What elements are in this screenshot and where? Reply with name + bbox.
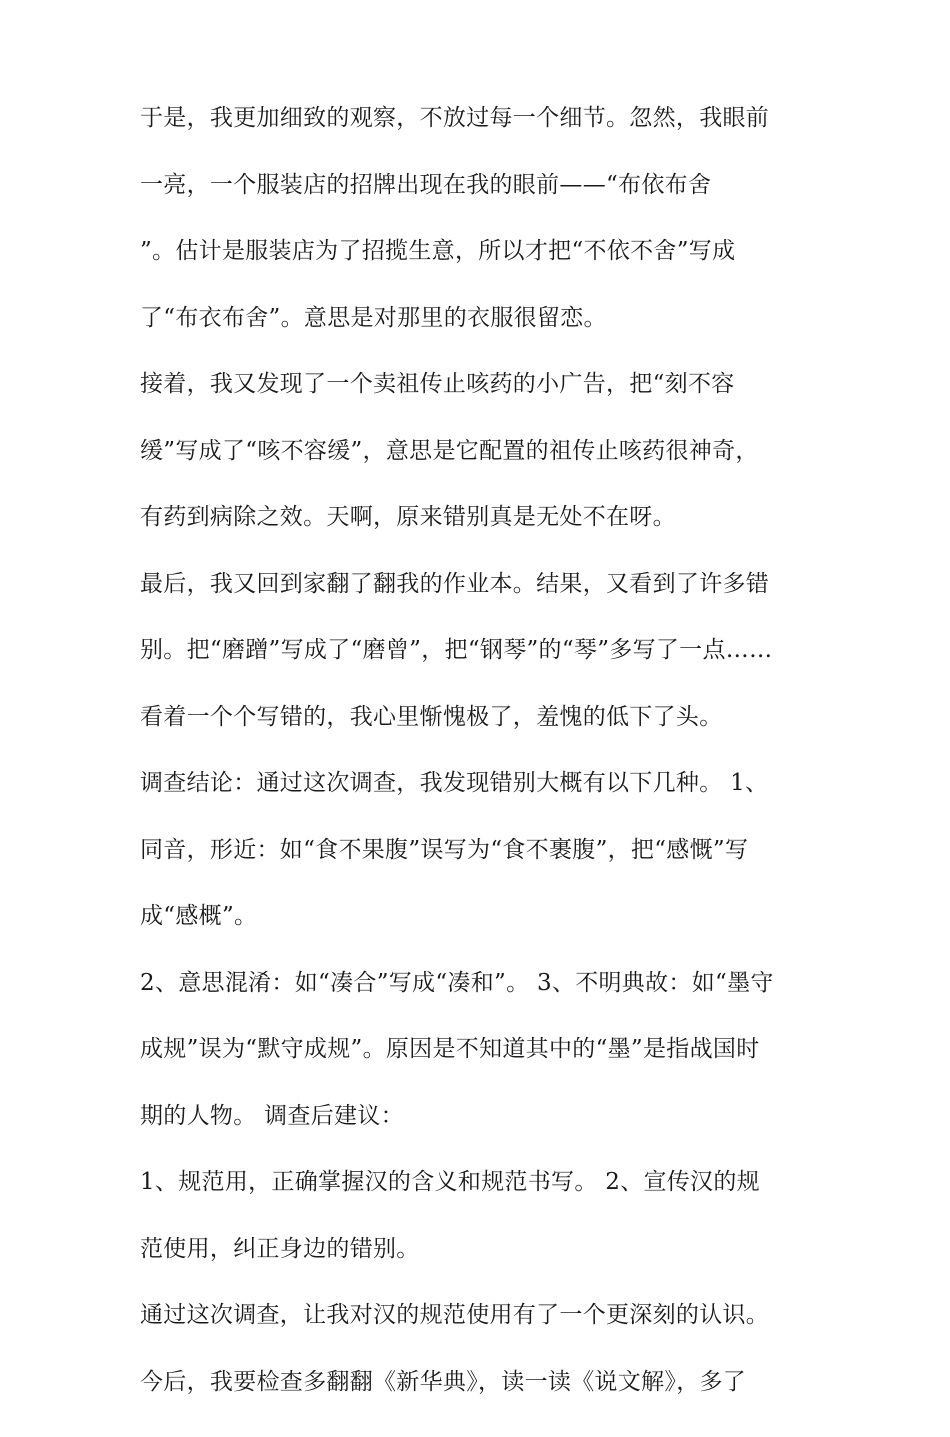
text-line: 缓”写成了“咳不容缓”，意思是它配置的祖传止咳药很神奇，: [140, 437, 759, 464]
text-line: 2、意思混淆：如“凑合”写成“凑和”。 3、不明典故：如“墨守: [140, 969, 774, 996]
text-line: 最后，我又回到家翻了翻我的作业本。结果，又看到了许多错: [140, 570, 770, 597]
text-line: 看着一个个写错的，我心里惭愧极了，羞愧的低下了头。: [140, 703, 723, 730]
text-line: 了“布衣布舍”。意思是对那里的衣服很留恋。: [140, 304, 607, 331]
text-line: 于是，我更加细致的观察，不放过每一个细节。忽然，我眼前: [140, 105, 770, 131]
text-line: 范使用，纠正身边的错别。: [140, 1235, 420, 1262]
text-line: 通过这次调查，让我对汉的规范使用有了一个更深刻的认识。: [140, 1302, 770, 1328]
text-line: 有药到病除之效。天啊，原来错别真是无处不在呀。: [140, 504, 676, 530]
text-line: 同音，形近：如“食不果腹”误写为“食不裹腹”，把“感慨”写: [140, 836, 749, 863]
text-line: 调查结论：通过这次调查，我发现错别大概有以下几种。 1、: [140, 770, 769, 796]
text-line: 别。把“磨蹭”写成了“磨曾”，把“钢琴”的“琴”多写了一点……: [140, 637, 773, 663]
text-line: 期的人物。 调查后建议：: [140, 1102, 404, 1129]
text-line: ”。估计是服装店为了招揽生意，所以才把“不依不舍”写成: [140, 238, 736, 264]
text-line: 1、规范用，正确掌握汉的含义和规范书写。 2、宣传汉的规: [140, 1169, 760, 1195]
text-line: 接着，我又发现了一个卖祖传止咳药的小广告，把“刻不容: [140, 371, 735, 397]
document-body: [140, 107, 830, 1437]
text-line: 一亮，一个服装店的招牌出现在我的眼前——“布依布舍: [140, 171, 712, 198]
text-line: 今后，我要检查多翻翻《新华典》，读一读《说文解》，多了: [140, 1368, 747, 1395]
text-line: 成“感概”。: [140, 903, 258, 929]
text-line: 成规”误为“默守成规”。原因是不知道其中的“墨”是指战国时: [140, 1036, 760, 1062]
